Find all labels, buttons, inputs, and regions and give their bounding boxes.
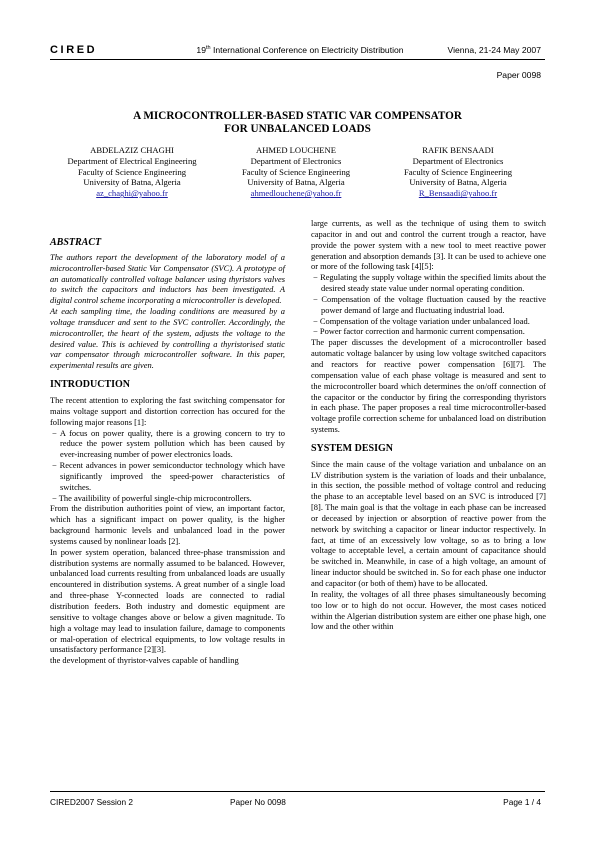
footer-paper-number: Paper No 0098: [230, 797, 286, 807]
right-bullet-4: − Power factor correction and harmonic current compensation.: [313, 326, 525, 337]
author-faculty: Faculty of Science Engineering: [403, 166, 513, 177]
right-paragraph-1: large currents, as well as the technique of using them to switch capacitor in and out and control the current trough a reactor, have provide the power system with a new tool to meet reactive power generation and absorption demands [3]. It can be used to achieve one or more of the following task [4][5]:: [311, 218, 546, 272]
footer-divider: [50, 791, 545, 792]
intro-bullet-3-text: The availibility of powerful single-chip microcontrollers.: [58, 492, 252, 503]
author-block-2: [211, 145, 381, 199]
right-bullet-2: − Compensation of the voltage fluctuation caused by the reactive power demand of large and fluctuating industrial load.: [313, 293, 546, 315]
author-email-link[interactable]: az_chaghi@yahoo.fr: [96, 188, 168, 199]
author-university: University of Batna, Algeria: [409, 177, 507, 188]
author-name: AHMED LOUCHENE: [256, 145, 336, 155]
system-design-paragraph-1: Since the main cause of the voltage variation and unbalance on an LV distribution system is the variation of loads and their unbalance, in this section, the possible method of voltage control and reducing the phase to an acceptable level based on an SVC is introduced [7][8]. The main goal is that the voltage in each phase can be increased or deceased by injection or absorption of reactive power from the network by switching a capacitor or linear inductor respectively. In fact, at time of an excessively low voltage, so as to bring a low voltage to acceptable level, a certain amount of capacitance should be switched in. Meanwhile, in case of a high voltage, an amount of linear inductor should be switched in. So for each phase one inductor and capacitor (or both of them) have to be allocated.: [311, 458, 546, 588]
footer-page-number: Page 1 / 4: [503, 797, 541, 807]
author-email-link[interactable]: R_Bensaadi@yahoo.fr: [418, 188, 498, 199]
conference-title: [150, 45, 450, 55]
author-university: University of Batna, Algeria: [247, 177, 345, 188]
right-bullet-3-text: Compensation of the voltage variation under unbalanced load.: [319, 315, 530, 326]
system-design-heading: SYSTEM DESIGN: [311, 442, 393, 454]
right-column: [311, 218, 546, 632]
left-column: [50, 238, 285, 666]
cired-logo: CIRED: [50, 44, 98, 56]
intro-paragraph-4: the development of thyristor-valves capable of handling: [50, 655, 239, 666]
author-name: ABDELAZIZ CHAGHI: [90, 145, 174, 155]
author-block-3: [373, 145, 543, 199]
intro-bullet-2: − Recent advances in power semiconductor technology which have significantly improved the speed-power characteristics of switches.: [52, 460, 285, 492]
author-department: Department of Electrical Engineering: [67, 155, 197, 166]
right-bullet-4-text: Power factor correction and harmonic current compensation.: [319, 326, 525, 337]
author-university: University of Batna, Algeria: [83, 177, 181, 188]
abstract-heading: ABSTRACT: [50, 237, 102, 248]
conference-number: 19: [196, 45, 206, 55]
intro-bullet-2-text: Recent advances in power semiconductor technology which have significantly improved the speed-power characteristics of switches.: [59, 460, 285, 492]
abstract-paragraph-2: At each sampling time, the loading conditions are measured by a voltage transducer and sent to the SVC controller. Accordingly, the microcontroller, the heart of the system, adjusts the voltage to the desired value. This is achieved by controlling a thyristorised static var compensator through microcontroller software. In this paper, experimental results are given.: [50, 306, 285, 371]
introduction-heading: INTRODUCTION: [50, 379, 131, 391]
intro-paragraph-3: In power system operation, balanced three-phase transmission and distribution systems are normally assumed to be balanced. However, unbalanced load currents resulting from unbalanced loads are usually encountered in distribution systems. A great number of a single load and three-phase Y-connected loads are connected to radial distribution feeders. Both industry and domestic equipment are sensitive to voltage changes above or below a given magnitude. To high a voltage may lead to insulation failure, damage to components or mal-operation of electrical equipments, to low voltage results in unsatisfactory performance [2][3].: [50, 546, 285, 655]
paper-number: Paper 0098: [496, 70, 541, 80]
intro-bullet-1: − A focus on power quality, there is a growing concern to try to reduce the power system pollution which has been caused by ever-increasing number of power electronics loads.: [52, 427, 285, 460]
author-name: RAFIK BENSAADI: [422, 145, 494, 155]
author-email-link[interactable]: ahmedlouchene@yahoo.fr: [250, 188, 342, 199]
intro-paragraph-1: The recent attention to exploring the fast switching compensator for mains voltage support and distortion correction has occured for the following major reasons [1]:: [50, 394, 285, 427]
paper-title-line-2: FOR UNBALANCED LOADS: [224, 123, 371, 135]
paper-title-line-1: A MICROCONTROLLER-BASED STATIC VAR COMPENSATOR: [133, 110, 462, 122]
system-design-paragraph-2: In reality, the voltages of all three phases simultaneously becoming too low or to high do not occur. However, the most cases noticed within the Algerian distribution system are either one phase high, one low and the other within: [311, 588, 546, 632]
intro-bullet-1-text: A focus on power quality, there is a growing concern to try to reduce the power system pollution which has been caused by ever-increasing number of power electronics loads.: [59, 427, 285, 460]
intro-paragraph-2: From the distribution authorities point of view, an important factor, which has a significant impact on power quality, is the higher background harmonic levels and unbalanced load in the power systems caused by nonlinear loads [2].: [50, 503, 285, 546]
conference-name: International Conference on Electricity Distribution: [210, 45, 404, 55]
intro-bullet-3: − The availibility of powerful single-chip microcontrollers.: [52, 492, 252, 503]
author-faculty: Faculty of Science Engineering: [77, 166, 187, 177]
author-faculty: Faculty of Science Engineering: [241, 166, 351, 177]
paper-title: [50, 110, 545, 136]
conference-ordinal: th: [205, 45, 211, 52]
right-bullet-1-text: Regulating the supply voltage within the specified limits about the desired steady state value under normal operating condition.: [320, 272, 546, 294]
footer-session: CIRED2007 Session 2: [50, 797, 134, 807]
right-paragraph-2: The paper discusses the development of a microcontroller based automatic voltage balancer by using low voltage switched capacitors and reactors for reactive power compensation [6][7]. The compensation value of each phase voltage is measured and sent to the microcontroller board which determines the on/off connection of the capacitor or the conductor by firing the corresponding thyristors in each phase. The paper proposes a real time microcontroller-based voltage profile correction scheme for unbalanced load on distribution systems.: [311, 337, 546, 435]
author-department: Department of Electronics: [412, 155, 504, 166]
conference-location: Vienna, 21-24 May 2007: [447, 45, 541, 55]
author-department: Department of Electronics: [250, 155, 342, 166]
right-bullet-1: − Regulating the supply voltage within the specified limits about the desired steady state value under normal operating condition.: [313, 272, 546, 294]
right-bullet-3: − Compensation of the voltage variation under unbalanced load.: [313, 315, 530, 326]
author-block-1: [47, 145, 217, 199]
abstract-paragraph-1: The authors report the development of the laboratory model of a microcontroller-based Static Var Compensator (SVC). A prototype of an automatically controlled voltage balancer using thyristors valves to switch the capacitors and inductors has been investigated. A digital control scheme incorporating a microcontroller is developed.: [50, 251, 285, 306]
header-divider: [50, 59, 545, 60]
right-bullet-2-text: Compensation of the voltage fluctuation caused by the reactive power demand of large and fluctuating industrial load.: [321, 293, 546, 315]
